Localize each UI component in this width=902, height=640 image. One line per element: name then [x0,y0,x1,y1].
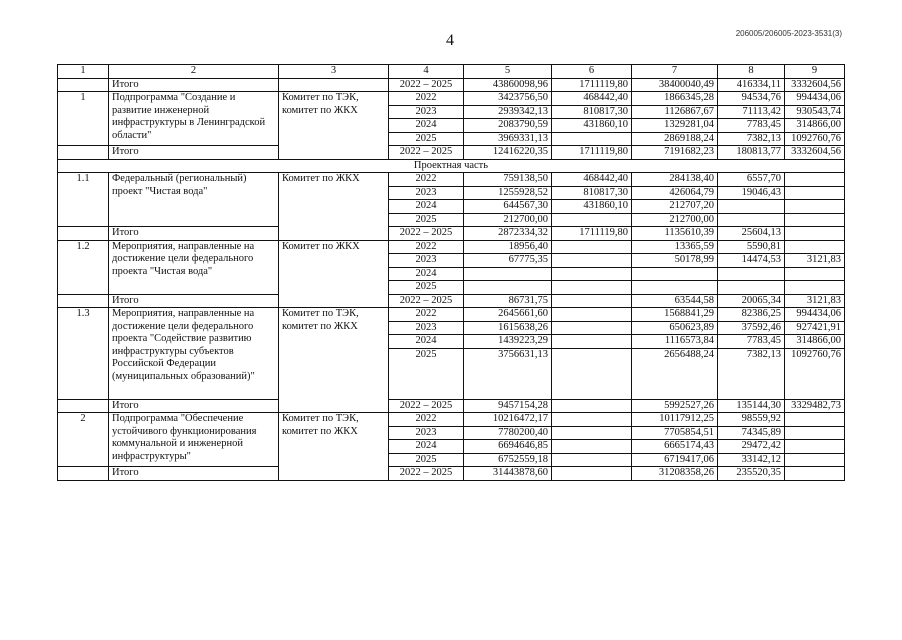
value-cell: 86731,75 [464,294,552,308]
year-cell: 2024 [389,335,464,349]
value-cell: 63544,58 [632,294,718,308]
row-label-cell: Итого [109,399,279,413]
value-cell: 3121,83 [785,294,845,308]
value-cell: 6719417,06 [632,453,718,467]
value-cell: 98559,92 [718,413,785,427]
row-number-cell: 1 [58,92,109,146]
value-cell: 6557,70 [718,173,785,187]
year-cell: 2022 [389,240,464,254]
year-cell: 2022 [389,92,464,106]
value-cell [785,453,845,467]
table-row-total [58,227,845,241]
table-header-row [58,65,845,79]
value-cell [785,213,845,227]
value-cell [552,467,632,481]
table-row-total [58,467,845,481]
value-cell [718,267,785,281]
value-cell: 1255928,52 [464,186,552,200]
value-cell: 2872334,32 [464,227,552,241]
row-number-cell: 1.2 [58,240,109,294]
value-cell [785,227,845,241]
value-cell: 6752559,18 [464,453,552,467]
value-cell: 1615638,26 [464,321,552,335]
value-cell: 6694646,85 [464,440,552,454]
executor-cell: Комитет по ТЭК, комитет по ЖКХ [279,92,389,160]
value-cell: 468442,40 [552,92,632,106]
row-number-cell: 1.1 [58,173,109,227]
budget-table [57,64,845,481]
value-cell: 284138,40 [632,173,718,187]
value-cell: 810817,30 [552,105,632,119]
value-cell: 1092760,76 [785,132,845,146]
year-cell: 2025 [389,453,464,467]
executor-cell: Комитет по ТЭК, комитет по ЖКХ [279,413,389,481]
table-row-total [58,294,845,308]
row-label-cell: Итого [109,294,279,308]
value-cell: 235520,35 [718,467,785,481]
value-cell: 33142,12 [718,453,785,467]
value-cell: 468442,40 [552,173,632,187]
value-cell [632,281,718,295]
row-name-cell: Подпрограмма "Создание и развитие инженерной инфраструктуры в Ленинградской области" [109,92,279,146]
table-row [58,308,845,322]
value-cell: 1866345,28 [632,92,718,106]
table-row-total [58,146,845,160]
value-cell [785,267,845,281]
header-cell: 4 [389,65,464,79]
value-cell [785,186,845,200]
header-cell: 6 [552,65,632,79]
row-number-cell [58,399,109,413]
value-cell: 14474,53 [718,254,785,268]
year-cell: 2022 [389,308,464,322]
value-cell: 7783,45 [718,119,785,133]
value-cell [552,213,632,227]
value-cell [552,453,632,467]
year-cell: 2023 [389,105,464,119]
value-cell: 930543,74 [785,105,845,119]
year-cell: 2024 [389,119,464,133]
year-cell: 2025 [389,132,464,146]
value-cell: 2939342,13 [464,105,552,119]
value-cell [552,132,632,146]
value-cell: 1711119,80 [552,227,632,241]
row-label-cell: Итого [109,146,279,160]
value-cell: 644567,30 [464,200,552,214]
value-cell: 2869188,24 [632,132,718,146]
value-cell: 5590,81 [718,240,785,254]
value-cell: 314866,00 [785,119,845,133]
header-cell: 7 [632,65,718,79]
value-cell: 94534,76 [718,92,785,106]
value-cell [552,440,632,454]
table-row [58,173,845,187]
value-cell: 7382,13 [718,348,785,399]
value-cell: 3332604,56 [785,78,845,92]
value-cell: 10117912,25 [632,413,718,427]
year-cell: 2024 [389,200,464,214]
document-id: 206005/206005-2023-3531(3) [735,29,842,38]
value-cell [552,426,632,440]
value-cell: 7191682,23 [632,146,718,160]
year-cell: 2025 [389,213,464,227]
value-cell [552,321,632,335]
row-number-cell [58,146,109,160]
value-cell: 759138,50 [464,173,552,187]
value-cell: 3329482,73 [785,399,845,413]
value-cell [552,348,632,399]
executor-cell: Комитет по ЖКХ [279,173,389,241]
value-cell [785,440,845,454]
value-cell: 3121,83 [785,254,845,268]
table-row [58,413,845,427]
year-cell: 2022 [389,173,464,187]
year-cell: 2023 [389,254,464,268]
value-cell: 50178,99 [632,254,718,268]
value-cell [464,267,552,281]
executor-cell: Комитет по ЖКХ [279,240,389,308]
value-cell: 426064,79 [632,186,718,200]
value-cell [632,267,718,281]
value-cell: 1439223,29 [464,335,552,349]
value-cell [552,294,632,308]
executor-cell [279,78,389,92]
section-title: Проектная часть [58,159,845,173]
table-row [58,240,845,254]
row-number-cell [58,78,109,92]
value-cell: 7783,45 [718,335,785,349]
value-cell: 1711119,80 [552,146,632,160]
table-row-grand-total [58,78,845,92]
value-cell: 12416220,35 [464,146,552,160]
year-cell: 2024 [389,440,464,454]
value-cell [785,200,845,214]
value-cell: 10216472,17 [464,413,552,427]
value-cell: 431860,10 [552,119,632,133]
value-cell: 7780200,40 [464,426,552,440]
row-number-cell: 2 [58,413,109,467]
row-name-cell: Федеральный (региональный) проект "Чистая вода" [109,173,279,227]
value-cell [552,240,632,254]
value-cell: 2656488,24 [632,348,718,399]
year-cell: 2025 [389,281,464,295]
value-cell [552,335,632,349]
value-cell [785,467,845,481]
value-cell: 212700,00 [464,213,552,227]
value-cell: 19046,43 [718,186,785,200]
value-cell: 29472,42 [718,440,785,454]
table-row [58,92,845,106]
period-cell: 2022 – 2025 [389,78,464,92]
value-cell: 927421,91 [785,321,845,335]
row-label-cell: Итого [109,467,279,481]
value-cell: 6665174,43 [632,440,718,454]
value-cell: 25604,13 [718,227,785,241]
row-name-cell: Мероприятия, направленные на достижение цели федерального проекта "Чистая вода" [109,240,279,294]
value-cell: 212700,00 [632,213,718,227]
year-cell: 2023 [389,186,464,200]
value-cell: 2083790,59 [464,119,552,133]
value-cell [552,308,632,322]
value-cell: 3756631,13 [464,348,552,399]
row-label-cell: Итого [109,227,279,241]
executor-cell: Комитет по ТЭК, комитет по ЖКХ [279,308,389,413]
period-cell: 2022 – 2025 [389,399,464,413]
value-cell: 1116573,84 [632,335,718,349]
value-cell: 1135610,39 [632,227,718,241]
header-cell: 8 [718,65,785,79]
value-cell: 7382,13 [718,132,785,146]
row-number-cell [58,294,109,308]
value-cell [552,413,632,427]
value-cell: 1711119,80 [552,78,632,92]
row-name-cell: Мероприятия, направленные на достижение цели федерального проекта "Содействие развитию инфраструктуры субъектов Российской Федерации (муниципальных образований)" [109,308,279,400]
header-cell: 5 [464,65,552,79]
value-cell: 5992527,26 [632,399,718,413]
value-cell: 3423756,50 [464,92,552,106]
value-cell: 1329281,04 [632,119,718,133]
row-number-cell: 1.3 [58,308,109,400]
value-cell: 9457154,28 [464,399,552,413]
header-cell: 2 [109,65,279,79]
value-cell [785,281,845,295]
value-cell [718,281,785,295]
table-row-total [58,399,845,413]
year-cell: 2023 [389,426,464,440]
value-cell: 994434,06 [785,92,845,106]
value-cell: 994434,06 [785,308,845,322]
value-cell: 20065,34 [718,294,785,308]
value-cell: 416334,11 [718,78,785,92]
page-number: 4 [446,32,454,49]
year-cell: 2023 [389,321,464,335]
header-cell: 9 [785,65,845,79]
header-cell: 1 [58,65,109,79]
value-cell: 71113,42 [718,105,785,119]
value-cell: 431860,10 [552,200,632,214]
value-cell [552,399,632,413]
period-cell: 2022 – 2025 [389,294,464,308]
value-cell: 38400040,49 [632,78,718,92]
section-row [58,159,845,173]
value-cell: 7705854,51 [632,426,718,440]
value-cell [552,281,632,295]
value-cell [552,267,632,281]
value-cell: 1092760,76 [785,348,845,399]
row-name-cell: Подпрограмма "Обеспечение устойчивого функционирования коммунальной и инженерной инфраструктуры" [109,413,279,467]
value-cell: 810817,30 [552,186,632,200]
period-cell: 2022 – 2025 [389,467,464,481]
value-cell: 3969331,13 [464,132,552,146]
value-cell: 13365,59 [632,240,718,254]
value-cell: 31208358,26 [632,467,718,481]
value-cell: 650623,89 [632,321,718,335]
year-cell: 2022 [389,413,464,427]
value-cell [785,426,845,440]
row-label-cell: Итого [109,78,279,92]
value-cell: 74345,89 [718,426,785,440]
value-cell: 37592,46 [718,321,785,335]
value-cell [464,281,552,295]
year-cell: 2025 [389,348,464,399]
value-cell: 314866,00 [785,335,845,349]
value-cell: 67775,35 [464,254,552,268]
period-cell: 2022 – 2025 [389,146,464,160]
value-cell: 3332604,56 [785,146,845,160]
value-cell: 1568841,29 [632,308,718,322]
value-cell: 135144,30 [718,399,785,413]
header-cell: 3 [279,65,389,79]
value-cell [718,213,785,227]
row-number-cell [58,227,109,241]
row-number-cell [58,467,109,481]
value-cell: 180813,77 [718,146,785,160]
value-cell: 43860098,96 [464,78,552,92]
period-cell: 2022 – 2025 [389,227,464,241]
value-cell [718,200,785,214]
year-cell: 2024 [389,267,464,281]
value-cell: 212707,20 [632,200,718,214]
value-cell: 82386,25 [718,308,785,322]
value-cell: 31443878,60 [464,467,552,481]
value-cell [785,413,845,427]
value-cell: 18956,40 [464,240,552,254]
value-cell: 1126867,67 [632,105,718,119]
value-cell [785,240,845,254]
value-cell [785,173,845,187]
value-cell [552,254,632,268]
value-cell: 2645661,60 [464,308,552,322]
